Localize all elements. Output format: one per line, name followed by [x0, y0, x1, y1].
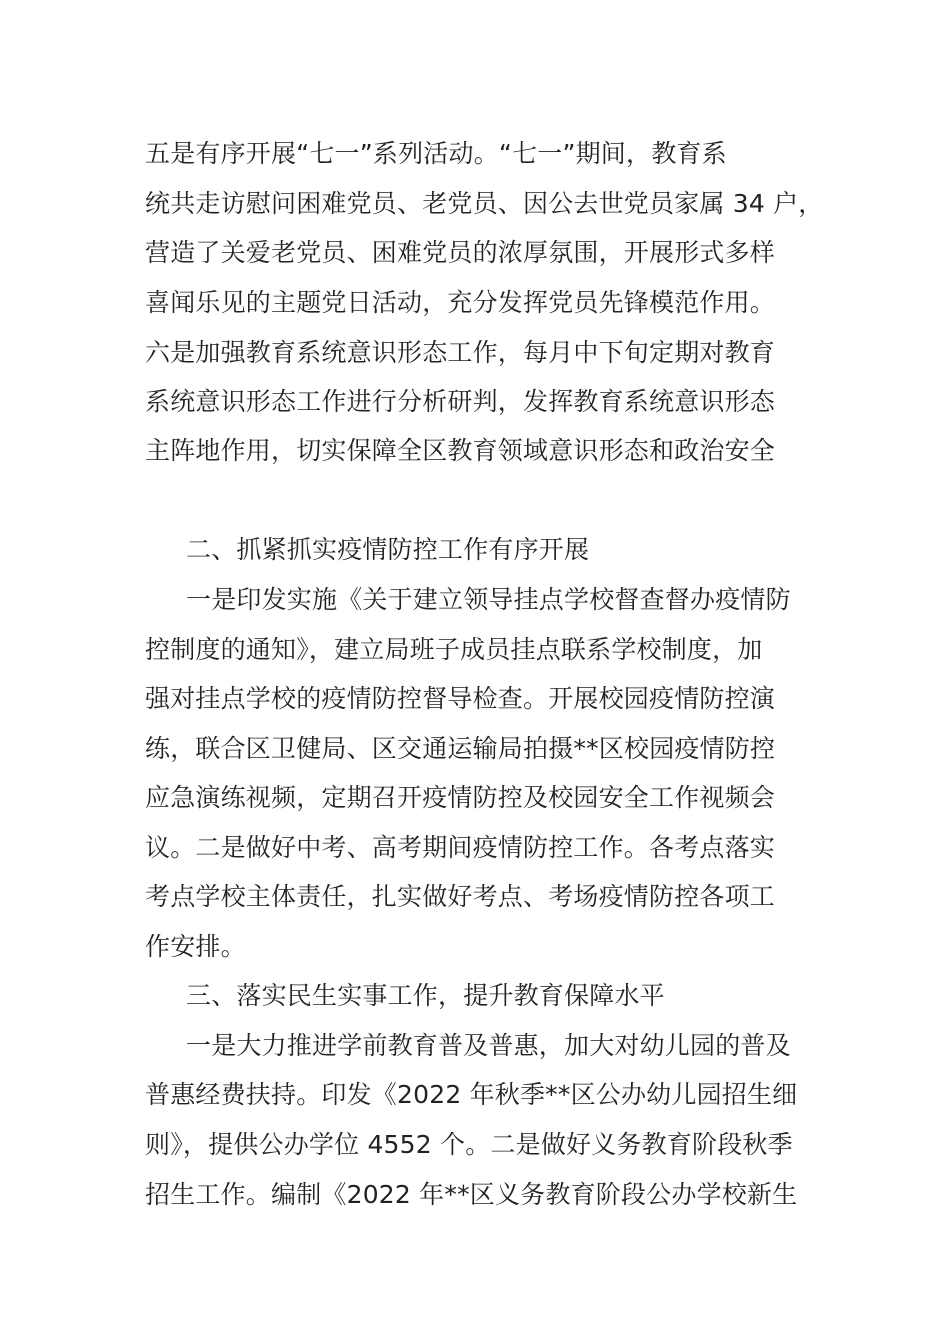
- paragraph-line: 练，联合区卫健局、区交通运输局拍摄**区校园疫情防控: [145, 734, 776, 763]
- paragraph-line: 控制度的通知》，建立局班子成员挂点联系学校制度，加: [145, 635, 763, 664]
- section-heading-3: 三、落实民生实事工作，提升教育保障水平: [186, 981, 665, 1010]
- paragraph-line: 一是大力推进学前教育普及普惠，加大对幼儿园的普及: [186, 1031, 791, 1060]
- paragraph-line: 营造了关爱老党员、困难党员的浓厚氛围，开展形式多样: [145, 238, 776, 267]
- paragraph-line: 议。二是做好中考、高考期间疫情防控工作。各考点落实: [145, 833, 776, 862]
- paragraph-line: 统共走访慰问困难党员、老党员、因公去世党员家属 34 户，: [145, 189, 824, 218]
- paragraph-line: 系统意识形态工作进行分析研判，发挥教育系统意识形态: [145, 387, 776, 416]
- paragraph-line: 一是印发实施《关于建立领导挂点学校督查督办疫情防: [186, 585, 791, 614]
- paragraph-line: 喜闻乐见的主题党日活动，充分发挥党员先锋模范作用。: [145, 288, 776, 317]
- paragraph-line: 考点学校主体责任，扎实做好考点、考场疫情防控各项工: [145, 882, 776, 911]
- paragraph-line: 普惠经费扶持。印发《2022 年秋季**区公办幼儿园招生细: [145, 1080, 798, 1109]
- paragraph-line: 强对挂点学校的疫情防控督导检查。开展校园疫情防控演: [145, 684, 776, 713]
- paragraph-line: 主阵地作用，切实保障全区教育领域意识形态和政治安全: [145, 436, 776, 465]
- section-heading-2: 二、抓紧抓实疫情防控工作有序开展: [186, 535, 590, 564]
- paragraph-line: 五是有序开展“七一”系列活动。“七一”期间，教育系: [145, 139, 727, 168]
- paragraph-line: 作安排。: [145, 932, 246, 961]
- paragraph-line: 则》，提供公办学位 4552 个。二是做好义务教育阶段秋季: [145, 1130, 793, 1159]
- paragraph-line: 招生工作。编制《2022 年**区义务教育阶段公办学校新生: [145, 1180, 798, 1209]
- paragraph-line: 六是加强教育系统意识形态工作，每月中下旬定期对教育: [145, 338, 776, 367]
- paragraph-line: 应急演练视频，定期召开疫情防控及校园安全工作视频会: [145, 783, 776, 812]
